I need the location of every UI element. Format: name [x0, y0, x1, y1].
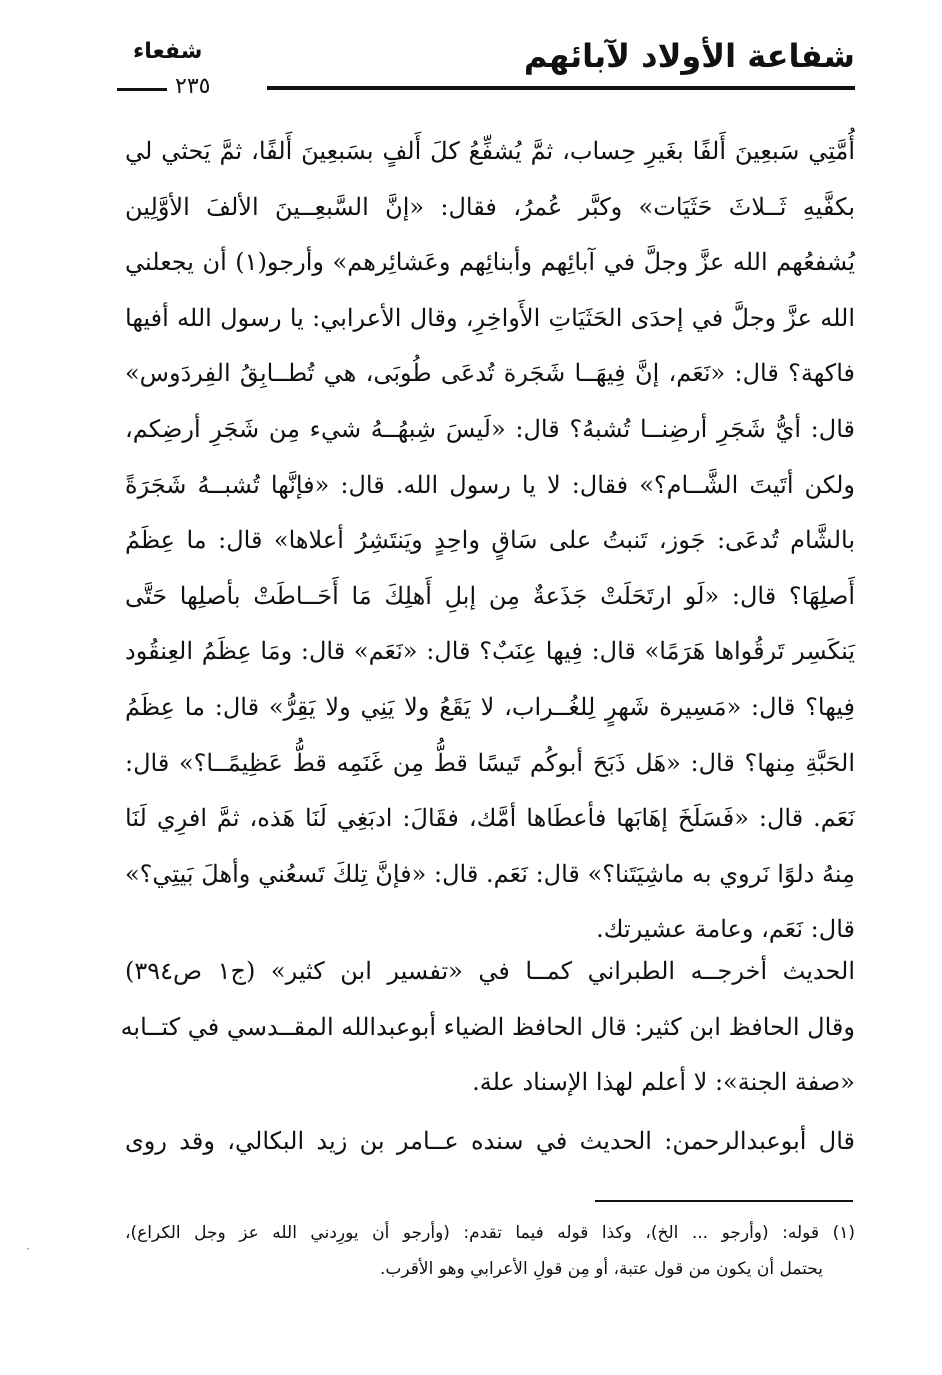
text-line: بكفَّيهِ ثَــلاثَ حَثَيَات» وكبَّر عُمرُ، فقال: «إنَّ السَّبعِــينَ الألفَ الأوَّلِين [125, 192, 855, 221]
text-line: وقال الحافظ ابن كثير: قال الحافظ الضياء أبوعبدالله المقــدسي في كتــابه [120, 1012, 855, 1041]
footnotes [125, 1215, 855, 1287]
running-title: شفاعة الأولاد لآبائهم [523, 37, 855, 75]
section-title: شفعاء [133, 39, 203, 64]
header-rule [267, 86, 855, 90]
page-header [105, 30, 855, 100]
text-line: أَصلِهَا؟ قال: «لَو ارتَحَلَتْ جَذَعةٌ مِن إبلِ أَهلِكَ مَا أَحَــاطَتْ بأصلِها حَتَّى [125, 581, 856, 610]
scan-speck: · [26, 1242, 30, 1256]
text-line: قال: أيُّ شَجَرِ أرضِنــا تُشبهُ؟ قال: «لَيسَ شِبهُــهُ شيء مِن شَجَرِ أرضِكم، [125, 414, 855, 443]
text-line: بالشَّام تُدعَى: جَوز، تَنبتُ على سَاقٍ واحِدٍ ويَنتَشِرُ أعلاها» قال: ما عِظَمُ [125, 526, 855, 555]
footnote-separator [595, 1200, 853, 1202]
header-rule-short [117, 88, 167, 91]
text-line: أُمَّتِي سَبعِينَ أَلفًا بغَيرِ حِساب، ثمَّ يُشفِّعُ كلَ أَلفٍ بسَبعِينَ أَلفًا، ثمَّ يَحثي لي [125, 137, 855, 165]
page-number: ٢٣٥ [175, 74, 211, 99]
text-line: الحَبَّةِ مِنها؟ قال: «هَل ذَبَحَ أبوكُم تَيسًا قطُّ مِن غَنَمِه قطُّ عَظِيمًــا؟» قال: [125, 748, 855, 777]
text-line: الحديث أخرجــه الطبراني كمــا في «تفسير ابن كثير» (ج١ ص٣٩٤) [125, 957, 855, 985]
text-line: ولكن أتَيتَ الشَّــام؟» فقال: لا يا رسول الله. قال: «فإنَّها تُشبــهُ شَجَرَةً [125, 470, 855, 499]
text-line: قال أبوعبدالرحمن: الحديث في سنده عــامر بن زيد البكالي، وقد روى [125, 1127, 855, 1155]
text-line: قال: نَعَم، وعامة عشيرتك. [596, 915, 855, 944]
text-line: يُشفعُهم الله عزَّ وجلَّ في آبائِهم وأبنائِهم وعَشائِرهم» وأرجو(١) أن يجعلني [125, 248, 856, 277]
body-paragraph-1 [125, 124, 855, 958]
body-paragraph-3 [125, 1114, 855, 1170]
footnote-line: يحتمل أن يكون من قول عتبة، أو مِن قولِ الأعرابي وهو الأقرب. [380, 1259, 823, 1279]
text-line: يَنكَسِر تَرقُواها هَرَمًا» قال: فِيها عِنَبٌ؟ قال: «نَعَم» قال: ومَا عِظَمُ العِنقُود [125, 637, 855, 666]
text-line: فِيها؟ قال: «مَسِيرة شَهرٍ لِلغُــراب، لا يَقَعُ ولا يَنِي ولا يَقِرُّ» قال: ما عِظَمُ [125, 692, 855, 721]
text-line: «صفة الجنة»: لا أعلم لهذا الإسناد علة. [472, 1068, 855, 1097]
footnote-line: (١) قوله: (وأرجو ... الخ)، وكذا قوله فيما تقدم: (وأرجو أن يورِدني الله عز وجل الكراع)، [125, 1223, 855, 1243]
body-paragraph-2 [120, 944, 855, 1111]
text-line: فاكهة؟ قال: «نَعَم، إنَّ فِيهَــا شَجَرة تُدعَى طُوبَى، هي تُطــابِقُ الفِردَوس» [125, 359, 855, 388]
text-line: نَعَم. قال: «فَسَلَخَ إهَابَها فأعطَاها أمَّك، فقَالَ: ادبَغِي لَنَا هَذه، ثمَّ افرِي لَنَا [125, 804, 855, 833]
text-line: الله عزَّ وجلَّ في إحدَى الحَثَيَاتِ الأَواخِرِ، وقال الأعرابي: يا رسول الله أفيها [125, 303, 855, 332]
text-line: مِنهُ دلوًا نَروي به ماشِيَتَنا؟» قال: نَعَم. قال: «فإنَّ تِلكَ تَسعُني وأهلَ بَيتِي؟» [125, 859, 855, 888]
